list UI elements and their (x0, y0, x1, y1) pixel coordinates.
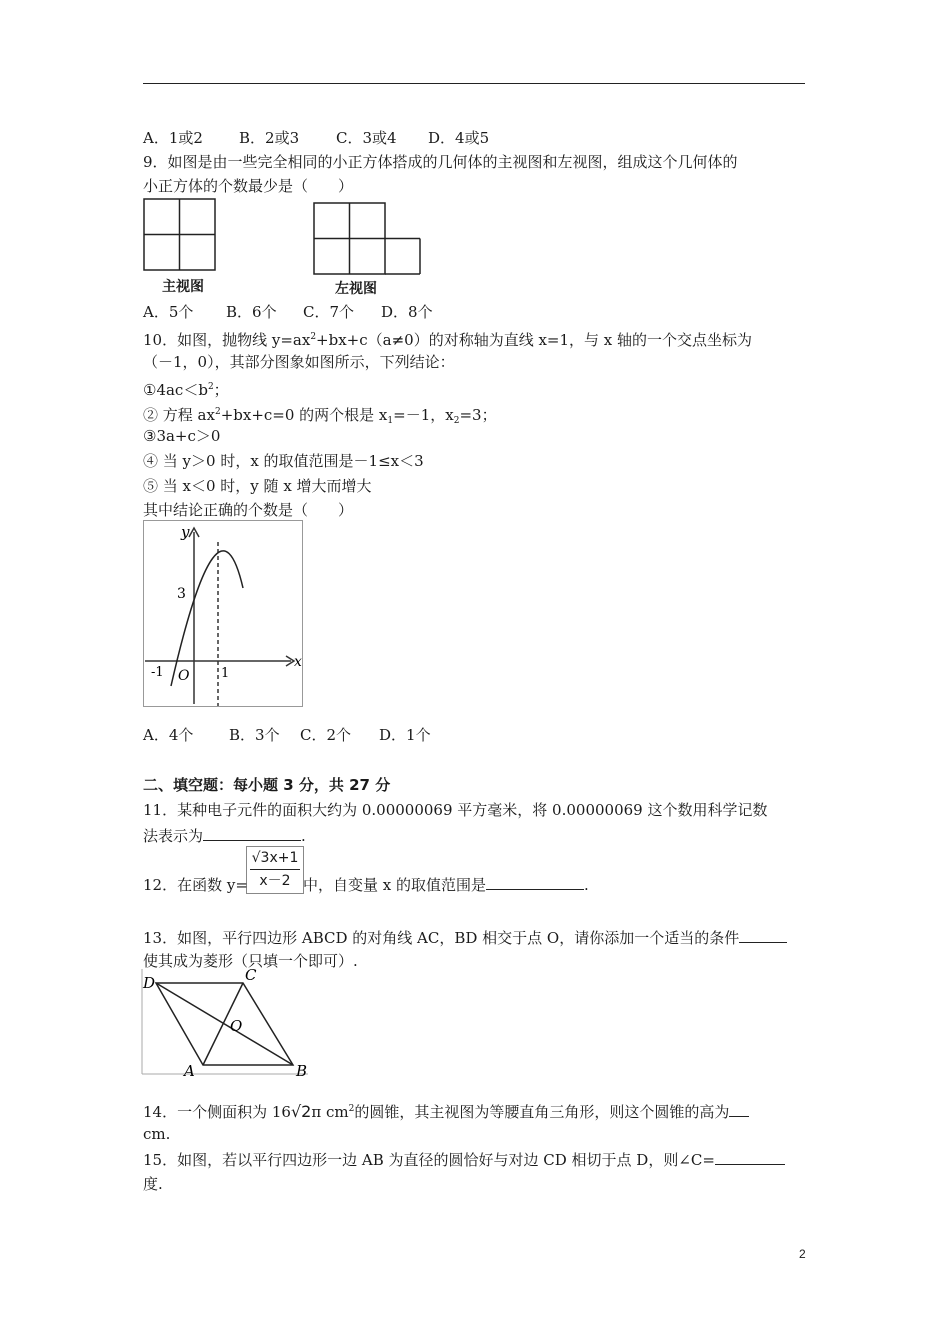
q9-left-view (313, 202, 423, 276)
q8-options (143, 128, 489, 148)
q12-answer-blank (486, 874, 584, 890)
q12-end: . (584, 876, 589, 894)
q10-exponent: 2 (310, 332, 317, 342)
y-axis-label: y (181, 523, 190, 541)
q13-line1-text: 13．如图，平行四边形 ABCD 的对角线 AC，BD 相交于点 O，请你添加一个适当的条件 (143, 929, 740, 947)
q12-suffix: 中，自变量 x 的取值范围是 (303, 876, 486, 894)
q9-option-a: A．5个 (143, 303, 194, 321)
q12-line (143, 874, 589, 895)
q10-c1-end: ； (213, 381, 229, 399)
q10-c2-sub2: 2 (453, 416, 460, 426)
q9-option-c: C．7个 (303, 303, 355, 321)
vertex-b-label: B (296, 1062, 308, 1078)
q8-option-d: D．4或5 (428, 129, 490, 147)
q14-suffix-b: 的圆锥，其主视图为等腰直角三角形，则这个圆锥的高为 (354, 1103, 730, 1121)
q10-options (143, 725, 431, 745)
q15-line2: 度. (143, 1175, 163, 1193)
q13-answer-blank (739, 927, 787, 943)
q14-line2: cm. (143, 1125, 171, 1143)
q14-suffix-a: π cm (311, 1103, 349, 1121)
diagonal-bd (156, 983, 293, 1065)
vertex-d-label: D (143, 974, 156, 992)
q9-front-view (143, 198, 217, 272)
q10-conclusion-5: ⑤ 当 x＜0 时，y 随 x 增大而增大 (143, 477, 372, 495)
q10-c2-part-a: ② 方程 ax (143, 406, 215, 424)
q14-line1 (143, 1099, 749, 1122)
q13-parallelogram-figure (140, 968, 310, 1078)
header-rule (143, 83, 805, 84)
q10-option-c: C．2个 (300, 726, 352, 744)
section2-heading: 二、填空题：每小题 3 分，共 27 分 (143, 776, 391, 794)
q9-option-d: D．8个 (381, 303, 433, 321)
origin-label: O (178, 668, 190, 684)
vertex-a-label: A (184, 1062, 195, 1078)
q9-options (143, 302, 433, 322)
tick-neg1: -1 (151, 665, 164, 680)
q10-conclusion-1 (143, 377, 229, 400)
point-o-label: O (230, 1017, 243, 1035)
q11-line2-end: . (301, 827, 306, 845)
q10-c2-part-b: +bx+c=0 的两个根是 x (220, 406, 388, 424)
q11-line1: 11．某种电子元件的面积大约为 0.00000069 平方毫米，将 0.00000069 这个数用科学记数 (143, 801, 768, 819)
q13-line1 (143, 927, 787, 948)
q10-stem-line2: （－1，0），其部分图象如图所示，下列结论： (143, 353, 455, 371)
q10-c2-part-c: =－1，x (393, 406, 454, 424)
q12-numerator: √3x+1 (250, 847, 300, 870)
q8-option-a: A．1或2 (143, 129, 203, 147)
q10-option-b: B．3个 (229, 726, 280, 744)
q11-line2-text: 法表示为 (143, 827, 204, 845)
vertex-c-label: C (245, 968, 257, 984)
q14-answer-blank (729, 1101, 749, 1117)
x-axis-label: x (294, 654, 302, 670)
q12-denominator: x－2 (259, 873, 291, 889)
q10-conclusion-4: ④ 当 y＞0 时，x 的取值范围是－1≤x＜3 (143, 452, 424, 470)
q8-option-b: B．2或3 (239, 129, 300, 147)
q10-parabola-graph (143, 520, 305, 710)
q10-conclusion-3: ③3a+c＞0 (143, 427, 221, 445)
q9-front-view-label: 主视图 (162, 279, 204, 295)
q15-answer-blank (715, 1149, 785, 1165)
q13-line2: 使其成为菱形（只填一个即可）. (143, 952, 358, 970)
page-number: 2 (799, 1247, 806, 1261)
q10-stem-part-b: +bx+c（a≠0）的对称轴为直线 x=1，与 x 轴的一个交点坐标为 (316, 331, 753, 349)
q10-c1-exponent: 2 (207, 382, 214, 392)
q14-radical: √2 (290, 1102, 312, 1121)
q10-question: 其中结论正确的个数是（ ） (143, 501, 354, 519)
q10-c1-text: ①4ac＜b (143, 381, 208, 399)
q11-answer-blank (203, 825, 301, 841)
parabola-curve (171, 551, 243, 686)
q14-prefix: 14．一个侧面积为 16 (143, 1103, 291, 1121)
q9-stem-line2: 小正方体的个数最少是（ ） (143, 177, 354, 195)
q14-exponent: 2 (348, 1104, 355, 1114)
q11-line2 (143, 825, 306, 846)
q12-prefix: 12．在函数 y= (143, 876, 248, 894)
tick-3: 3 (177, 586, 186, 602)
q8-option-c: C．3或4 (336, 129, 397, 147)
tick-1: 1 (221, 666, 230, 681)
q15-line1-text: 15．如图，若以平行四边形一边 AB 为直径的圆恰好与对边 CD 相切于点 D，则∠C= (143, 1151, 715, 1169)
q9-left-view-label: 左视图 (335, 281, 377, 297)
q10-c2-exponent: 2 (214, 407, 221, 417)
q10-stem-part-a: 10．如图，抛物线 y=ax (143, 331, 311, 349)
q9-stem-line1: 9．如图是由一些完全相同的小正方体搭成的几何体的主视图和左视图，组成这个几何体的 (143, 153, 738, 171)
q9-option-b: B．6个 (226, 303, 277, 321)
q10-option-a: A．4个 (143, 726, 194, 744)
q10-stem-line1 (143, 327, 752, 350)
q15-line1 (143, 1149, 785, 1170)
q10-c2-sub1: 1 (387, 416, 394, 426)
q10-c2-part-d: =3； (459, 406, 497, 424)
q10-option-d: D．1个 (379, 726, 431, 744)
